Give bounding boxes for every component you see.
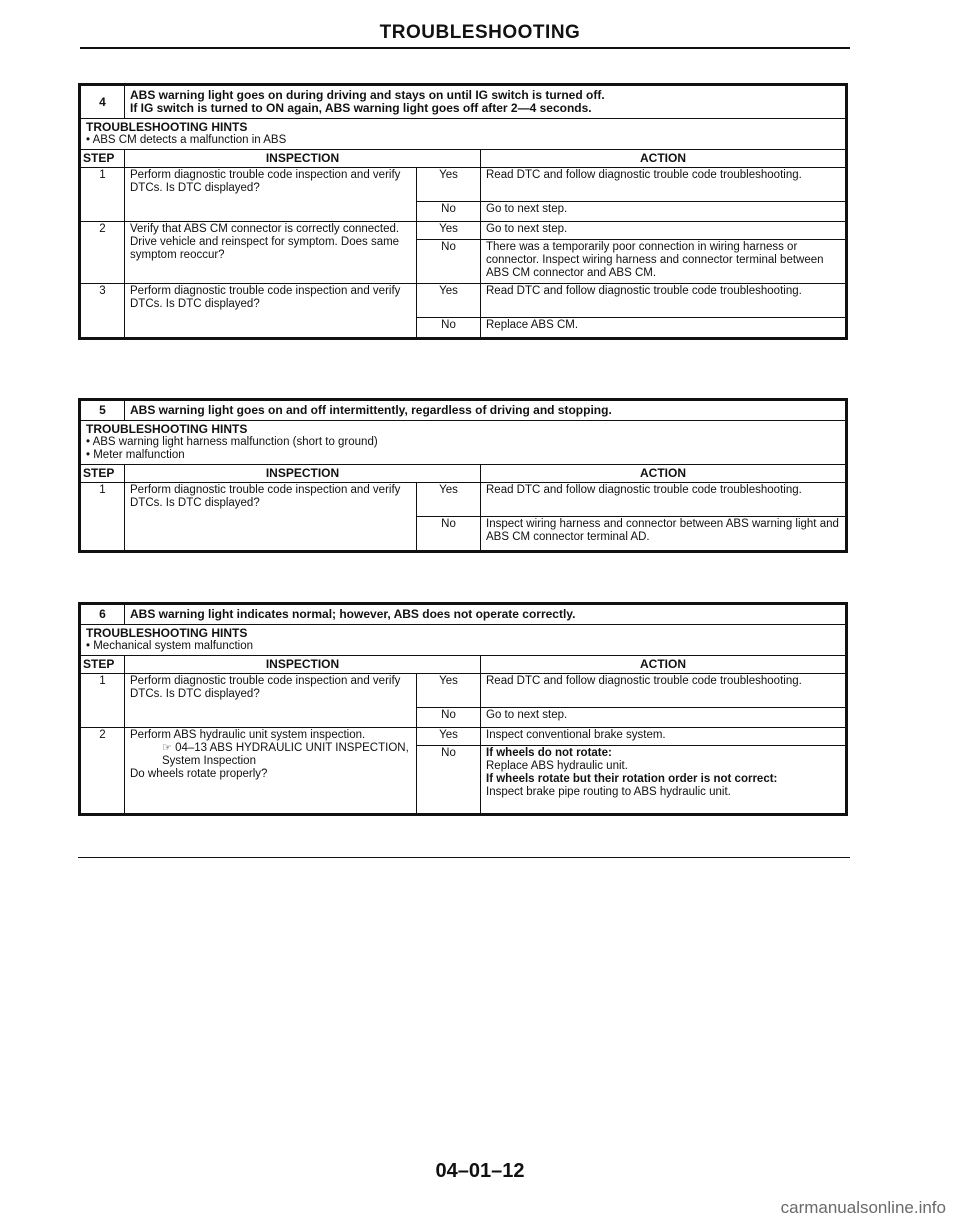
troubleshooting-hints: TROUBLESHOOTING HINTS • ABS CM detects a malfunction in ABS [81,119,846,150]
yes-label: Yes [417,728,481,746]
no-action: Inspect wiring harness and connector between ABS warning light and ABS CM connector terminal AD. [481,517,846,551]
no-action: Replace ABS CM. [481,318,846,338]
col-inspection: INSPECTION [125,150,481,168]
troubleshooting-hints: TROUBLESHOOTING HINTS • ABS warning light harness malfunction (short to ground) • Meter malfunction [81,421,846,465]
no-label: No [417,318,481,338]
no-label: No [417,517,481,551]
col-step: STEP [81,150,125,168]
hint-item: • Meter malfunction [86,449,185,461]
hint-item: • Mechanical system malfunction [86,640,254,652]
no-action: There was a temporarily poor connection in wiring harness or connector. Inspect wiring harness and connector terminal between ABS CM connector and ABS CM. [481,240,846,284]
section-number: 4 [81,86,125,119]
yes-label: Yes [417,168,481,202]
col-inspection: INSPECTION [125,656,481,674]
section-number: 6 [81,605,125,625]
inspection-text: Perform diagnostic trouble code inspection and verify DTCs. Is DTC displayed? [125,168,417,222]
yes-label: Yes [417,674,481,708]
step-number: 2 [81,222,125,284]
yes-action: Read DTC and follow diagnostic trouble code troubleshooting. [481,674,846,708]
no-label: No [417,708,481,728]
reference-icon: ☞ [162,742,172,754]
no-label: No [417,240,481,284]
hint-item: • ABS warning light harness malfunction (short to ground) [86,436,378,448]
col-inspection: INSPECTION [125,465,481,483]
inspection-text: Perform diagnostic trouble code inspection and verify DTCs. Is DTC displayed? [125,674,417,728]
inspection-text: Verify that ABS CM connector is correctly connected. Drive vehicle and reinspect for symptom. Does same symptom reoccur? [125,222,417,284]
watermark: carmanualsonline.info [780,1198,946,1217]
yes-action: Inspect conventional brake system. [481,728,846,746]
title-rule [80,47,850,49]
troubleshooting-hints: TROUBLESHOOTING HINTS • Mechanical system malfunction [81,625,846,656]
page-number: 04–01–12 [435,1160,525,1182]
section-title: ABS warning light goes on during driving and stays on until IG switch is turned off. If IG switch is turned to ON again, ABS warning light goes off after 2—4 seconds. [125,86,846,119]
step-number: 1 [81,168,125,222]
yes-label: Yes [417,284,481,318]
col-action: ACTION [481,465,846,483]
col-action: ACTION [481,656,846,674]
inspection-text: Perform diagnostic trouble code inspection and verify DTCs. Is DTC displayed? [125,483,417,551]
inspection-text: Perform diagnostic trouble code inspection and verify DTCs. Is DTC displayed? [125,284,417,338]
page-title: TROUBLESHOOTING [379,22,581,43]
no-label: No [417,746,481,814]
col-action: ACTION [481,150,846,168]
step-number: 2 [81,728,125,814]
bottom-rule [78,857,850,858]
reference-link[interactable]: 04–13 ABS HYDRAULIC UNIT INSPECTION, System Inspection [162,742,409,767]
step-number: 3 [81,284,125,338]
yes-action: Read DTC and follow diagnostic trouble code troubleshooting. [481,483,846,517]
section-6-table [78,602,848,816]
section-title: ABS warning light goes on and off intermittently, regardless of driving and stopping. [125,401,846,421]
inspection-text: Perform ABS hydraulic unit system inspection. ☞ 04–13 ABS HYDRAULIC UNIT INSPECTION, System Inspection Do wheels rotate properly? [125,728,417,814]
section-4-table [78,83,848,340]
yes-action: Read DTC and follow diagnostic trouble code troubleshooting. [481,168,846,202]
no-action: Go to next step. [481,708,846,728]
section-title: ABS warning light indicates normal; however, ABS does not operate correctly. [125,605,846,625]
no-label: No [417,202,481,222]
step-number: 1 [81,674,125,728]
section-number: 5 [81,401,125,421]
yes-label: Yes [417,483,481,517]
step-number: 1 [81,483,125,551]
no-action: If wheels do not rotate: Replace ABS hydraulic unit. If wheels rotate but their rotation order is not correct: Inspect brake pipe routing to ABS hydraulic unit. [481,746,846,814]
yes-label: Yes [417,222,481,240]
col-step: STEP [81,656,125,674]
yes-action: Go to next step. [481,222,846,240]
col-step: STEP [81,465,125,483]
section-5-table [78,398,848,553]
yes-action: Read DTC and follow diagnostic trouble code troubleshooting. [481,284,846,318]
hint-item: • ABS CM detects a malfunction in ABS [86,134,287,146]
no-action: Go to next step. [481,202,846,222]
